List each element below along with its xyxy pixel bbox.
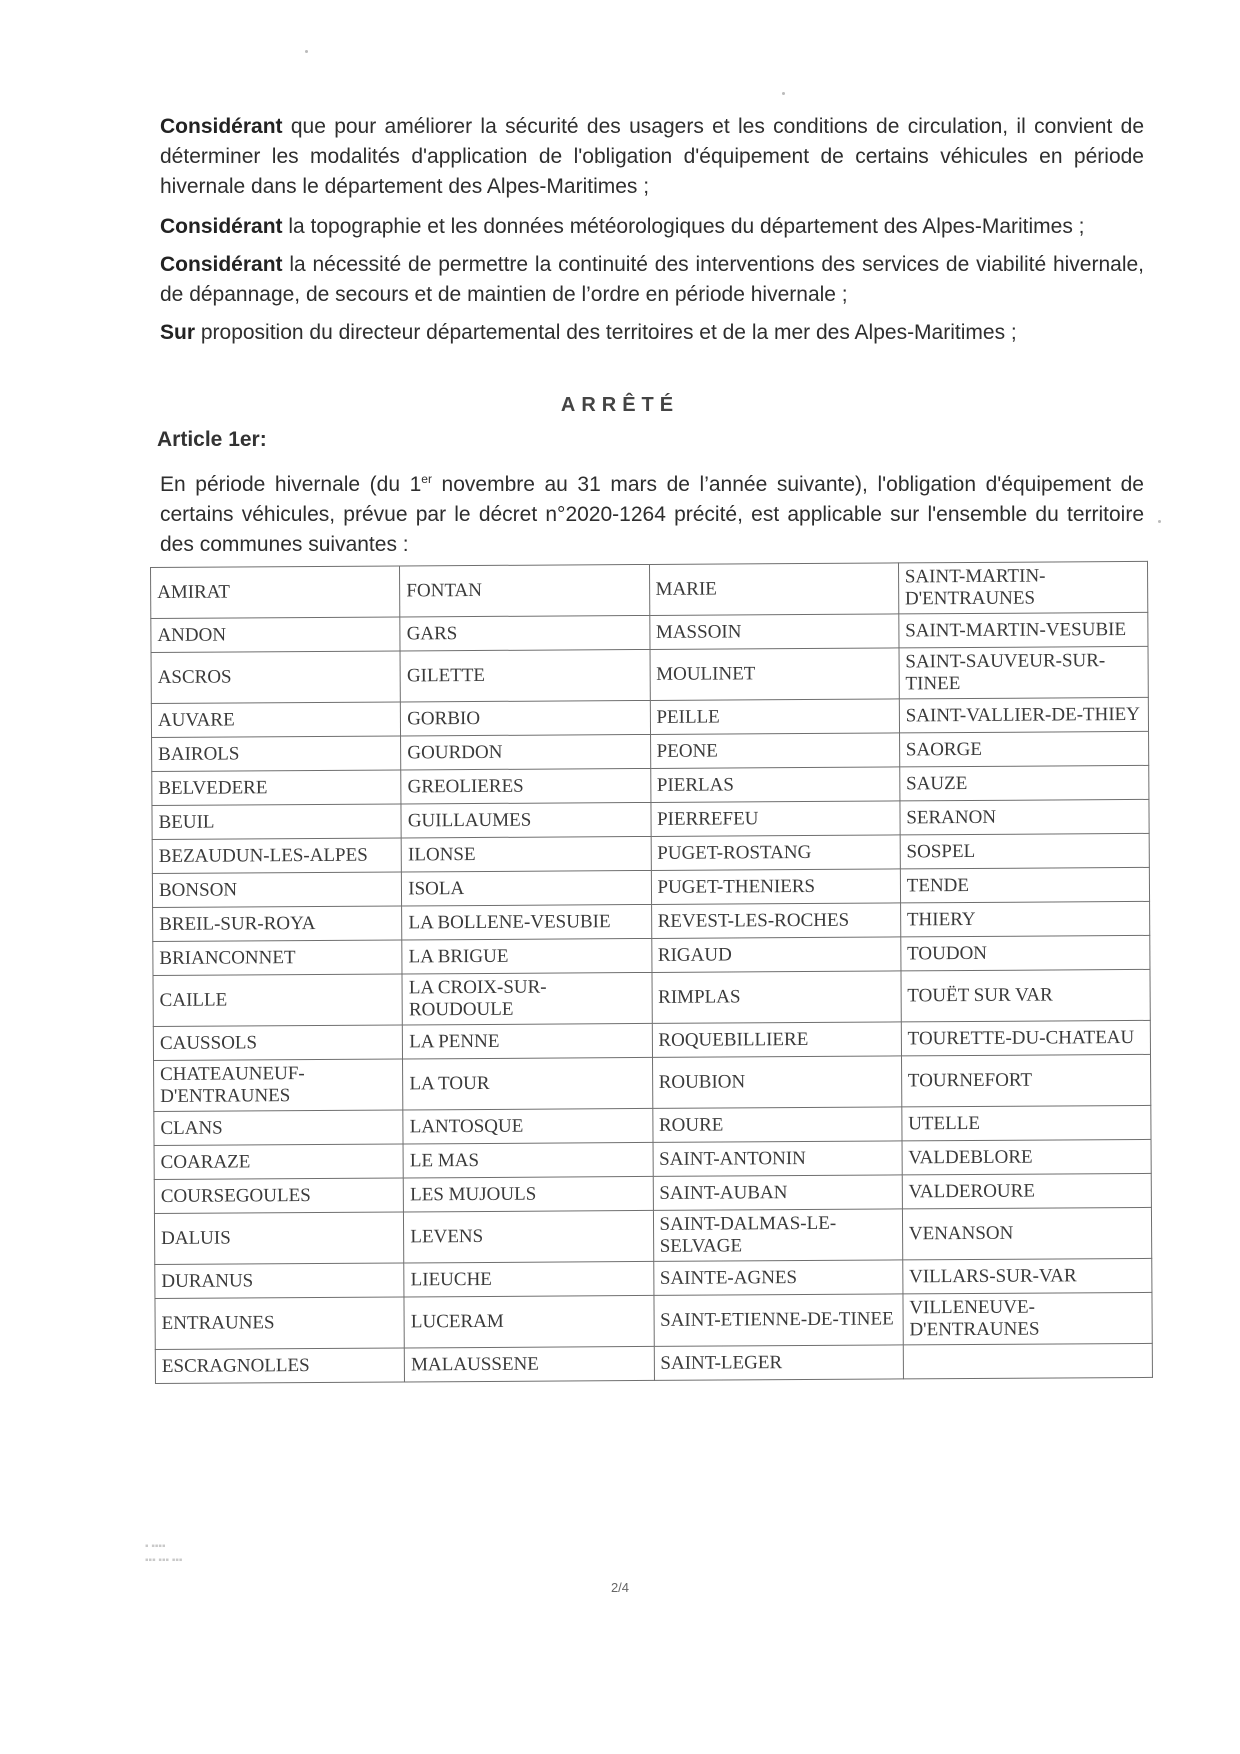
- table-row: [153, 969, 1150, 1026]
- article-heading: Article 1er:: [157, 428, 267, 451]
- table-row: [151, 646, 1148, 703]
- table-row: [154, 1054, 1151, 1111]
- commune-cell: LA BOLLENE-VESUBIE: [402, 904, 651, 940]
- considerant-paragraph-2: [160, 212, 1144, 242]
- commune-cell: LA BRIGUE: [402, 938, 651, 974]
- commune-cell: VILLARS-SUR-VAR: [902, 1258, 1151, 1294]
- commune-cell: TOURNEFORT: [901, 1054, 1151, 1107]
- commune-cell: ASCROS: [151, 651, 401, 704]
- scan-speck: [1158, 520, 1161, 523]
- paragraph-lead: Considérant: [160, 115, 283, 138]
- commune-cell: PIERREFEU: [650, 801, 899, 837]
- commune-cell: ENTRAUNES: [155, 1297, 405, 1350]
- paragraph-text: que pour améliorer la sécurité des usagers et les conditions de circulation, il convient de déterminer les modalités d'application de l'obligation d'équipement de certains véhicules en période hivernale dans le département des Alpes-Maritimes ;: [160, 115, 1144, 198]
- table-row: [155, 1343, 1152, 1383]
- commune-cell: VALDEBLORE: [902, 1139, 1151, 1175]
- commune-cell: SAINT-AUBAN: [653, 1175, 902, 1211]
- commune-cell: SAINT-MARTIN-D'ENTRAUNES: [898, 561, 1148, 614]
- commune-cell: TOUËT SUR VAR: [901, 969, 1151, 1022]
- arrete-title: ARRÊTÉ: [560, 394, 680, 416]
- commune-cell: ISOLA: [402, 870, 651, 906]
- commune-cell: PUGET-THENIERS: [651, 869, 900, 905]
- commune-cell: SAINT-LEGER: [654, 1345, 903, 1381]
- commune-cell: VALDEROURE: [902, 1173, 1151, 1209]
- paragraph-lead: Sur: [160, 321, 196, 344]
- commune-cell: GORBIO: [401, 700, 650, 736]
- communes-table: [150, 561, 1153, 1384]
- commune-cell: FONTAN: [400, 564, 650, 617]
- commune-cell: SAINT-VALLIER-DE-THIEY: [899, 697, 1148, 733]
- commune-cell: CHATEAUNEUF-D'ENTRAUNES: [154, 1059, 404, 1112]
- page-number: 2/4: [610, 1580, 630, 1595]
- commune-cell: DURANUS: [155, 1263, 404, 1299]
- commune-cell: GARS: [400, 615, 649, 651]
- ordinal-superscript: er: [421, 472, 432, 486]
- commune-cell: CAILLE: [153, 974, 403, 1027]
- commune-cell: AMIRAT: [151, 566, 401, 619]
- commune-cell: LUCERAM: [404, 1295, 654, 1348]
- scan-speck: [305, 50, 308, 53]
- commune-cell: ROURE: [652, 1107, 901, 1143]
- commune-cell: LES MUJOULS: [403, 1176, 652, 1212]
- considerant-paragraph-3: [160, 250, 1144, 310]
- paragraph-text: proposition du directeur départemental des territoires et de la mer des Alpes-Maritimes ;: [195, 321, 1017, 344]
- commune-cell: LA PENNE: [403, 1023, 652, 1059]
- commune-cell: VENANSON: [902, 1207, 1152, 1260]
- commune-cell: BREIL-SUR-ROYA: [153, 906, 402, 942]
- commune-cell: SAINT-ETIENNE-DE-TINEE: [653, 1294, 903, 1347]
- commune-cell: UTELLE: [902, 1105, 1151, 1141]
- commune-cell: ILONSE: [401, 836, 650, 872]
- commune-cell: COARAZE: [154, 1144, 403, 1180]
- commune-cell: COURSEGOULES: [154, 1178, 403, 1214]
- commune-cell: SAINT-ANTONIN: [653, 1141, 902, 1177]
- considerant-paragraph-1: [160, 112, 1144, 202]
- commune-cell: [903, 1343, 1152, 1379]
- commune-cell: TOUDON: [901, 935, 1150, 971]
- paragraph-text: la nécessité de permettre la continuité des interventions des services de viabilité hivernale, de dépannage, de secours et de maintien de l’ordre en période hivernale ;: [160, 253, 1144, 306]
- commune-cell: CLANS: [154, 1110, 403, 1146]
- commune-cell: BELVEDERE: [152, 770, 401, 806]
- commune-cell: GILETTE: [400, 649, 650, 702]
- article-text: [160, 470, 1144, 560]
- table-row: [151, 561, 1148, 618]
- communes-table-body: [151, 561, 1153, 1383]
- paragraph-text: la topographie et les données météorologiques du département des Alpes-Maritimes ;: [282, 215, 1085, 238]
- commune-cell: DALUIS: [154, 1212, 404, 1265]
- commune-cell: ANDON: [151, 617, 400, 653]
- commune-cell: SAINT-MARTIN-VESUBIE: [899, 612, 1148, 648]
- commune-cell: THIERY: [900, 901, 1149, 937]
- table-row: [155, 1292, 1152, 1349]
- commune-cell: BRIANCONNET: [153, 940, 402, 976]
- commune-cell: SOSPEL: [900, 833, 1149, 869]
- commune-cell: ROUBION: [652, 1056, 902, 1109]
- commune-cell: CAUSSOLS: [153, 1025, 402, 1061]
- commune-cell: SAUZE: [899, 765, 1148, 801]
- commune-cell: MASSOIN: [649, 614, 898, 650]
- commune-cell: VILLENEUVE-D'ENTRAUNES: [903, 1292, 1153, 1345]
- commune-cell: PEILLE: [650, 699, 899, 735]
- commune-cell: MARIE: [649, 563, 899, 616]
- paragraph-lead: Considérant: [160, 215, 283, 238]
- commune-cell: LANTOSQUE: [403, 1108, 652, 1144]
- commune-cell: GOURDON: [401, 734, 650, 770]
- table-row: [154, 1207, 1151, 1264]
- commune-cell: MALAUSSENE: [405, 1346, 654, 1382]
- commune-cell: LA TOUR: [403, 1057, 653, 1110]
- commune-cell: SAINT-SAUVEUR-SUR-TINEE: [899, 646, 1149, 699]
- commune-cell: AUVARE: [151, 702, 400, 738]
- commune-cell: BEUIL: [152, 804, 401, 840]
- commune-cell: RIMPLAS: [651, 971, 901, 1024]
- commune-cell: SERANON: [900, 799, 1149, 835]
- commune-cell: SAINT-DALMAS-LE-SELVAGE: [653, 1209, 903, 1262]
- footer-reference-mark: ▪ ▪▪▪▪ ▪▪▪ ▪▪▪ ▪▪▪: [145, 1541, 183, 1566]
- commune-cell: BEZAUDUN-LES-ALPES: [152, 838, 401, 874]
- paragraph-lead: Considérant: [160, 253, 283, 276]
- commune-cell: MOULINET: [650, 648, 900, 701]
- proposition-paragraph: [160, 318, 1144, 348]
- commune-cell: PEONE: [650, 733, 899, 769]
- commune-cell: TOURETTE-DU-CHATEAU: [901, 1020, 1150, 1056]
- commune-cell: TENDE: [900, 867, 1149, 903]
- scan-speck: [782, 92, 785, 95]
- commune-cell: GREOLIERES: [401, 768, 650, 804]
- commune-cell: PIERLAS: [650, 767, 899, 803]
- commune-cell: REVEST-LES-ROCHES: [651, 903, 900, 939]
- commune-cell: BONSON: [152, 872, 401, 908]
- article-text-start: En période hivernale (du 1: [160, 473, 422, 496]
- commune-cell: PUGET-ROSTANG: [651, 835, 900, 871]
- commune-cell: ESCRAGNOLLES: [155, 1348, 404, 1384]
- commune-cell: RIGAUD: [651, 937, 900, 973]
- commune-cell: LEVENS: [404, 1210, 654, 1263]
- commune-cell: BAIROLS: [152, 736, 401, 772]
- commune-cell: SAINTE-AGNES: [653, 1260, 902, 1296]
- commune-cell: SAORGE: [899, 731, 1148, 767]
- article-text-end: novembre au 31 mars de l’année suivante), l'obligation d'équipement de certains véhicules, prévue par le décret n°2020-1264 précité, est applicable sur l'ensemble du territoire des communes suivantes :: [160, 473, 1144, 556]
- commune-cell: LE MAS: [403, 1142, 652, 1178]
- commune-cell: LIEUCHE: [404, 1261, 653, 1297]
- commune-cell: LA CROIX-SUR-ROUDOULE: [402, 972, 652, 1025]
- commune-cell: GUILLAUMES: [401, 802, 650, 838]
- commune-cell: ROQUEBILLIERE: [652, 1022, 901, 1058]
